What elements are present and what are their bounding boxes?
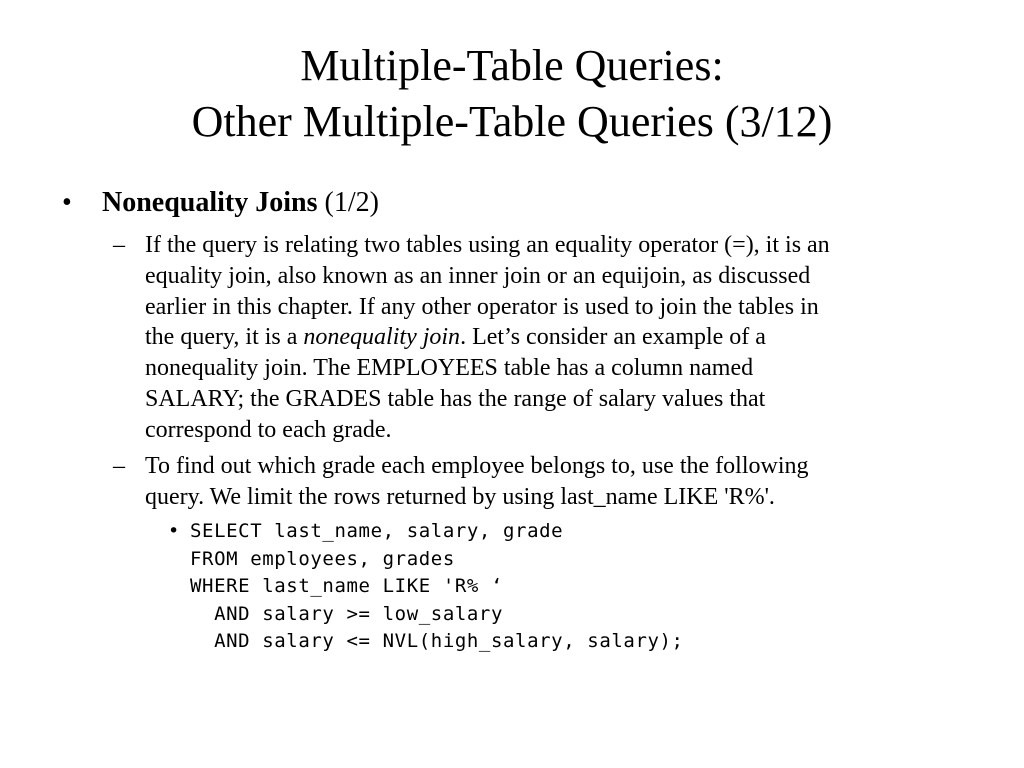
bullet-heading (102, 186, 379, 220)
sub-point-1-line: nonequality join. The EMPLOYEES table has a column named (145, 355, 754, 382)
sub-point-2-line: query. We limit the rows returned by using last_name LIKE 'R%'. (145, 483, 775, 510)
dash-icon: – (113, 232, 125, 258)
slide-title (0, 38, 1024, 150)
code-line: SELECT last_name, salary, grade (190, 520, 564, 542)
sub-point-2-line: To find out which grade each employee belongs to, use the following (145, 453, 809, 479)
code-line: WHERE last_name LIKE 'R% ‘ (190, 575, 504, 597)
line-prefix: the query, it is a (145, 324, 304, 351)
term-nonequality-join: nonequality join (303, 324, 461, 351)
sub-point-1-text (145, 230, 965, 446)
sub-point-2-text (145, 451, 965, 513)
sub-point-1-line: equality join, also known as an inner join or an equijoin, as discussed (145, 262, 811, 289)
slide-title-line-1: Multiple-Table Queries: (300, 41, 724, 90)
bullet-heading-rest: (1/2) (317, 187, 379, 218)
dash-icon: – (113, 453, 125, 479)
slide-title-line-2: Other Multiple-Table Queries (3/12) (191, 97, 833, 146)
sub-point-1-line: If the query is relating two tables using an equality operator (=), it is an (145, 232, 830, 258)
code-bullet-icon: • (168, 520, 180, 542)
line-suffix: . Let’s consider an example of a (460, 324, 766, 351)
sub-point-1-line: correspond to each grade. (145, 416, 392, 443)
code-line: AND salary <= NVL(high_salary, salary); (190, 630, 684, 652)
sub-point-1-line: earlier in this chapter. If any other operator is used to join the tables in (145, 293, 819, 320)
code-line: FROM employees, grades (190, 547, 455, 570)
sub-point-1-line (145, 322, 965, 353)
bullet-heading-bold: Nonequality Joins (102, 187, 318, 218)
sub-point-1-line: SALARY; the GRADES table has the range of salary values that (145, 385, 766, 412)
bullet-dot-icon: • (62, 187, 72, 218)
code-line: AND salary >= low_salary (190, 602, 504, 625)
